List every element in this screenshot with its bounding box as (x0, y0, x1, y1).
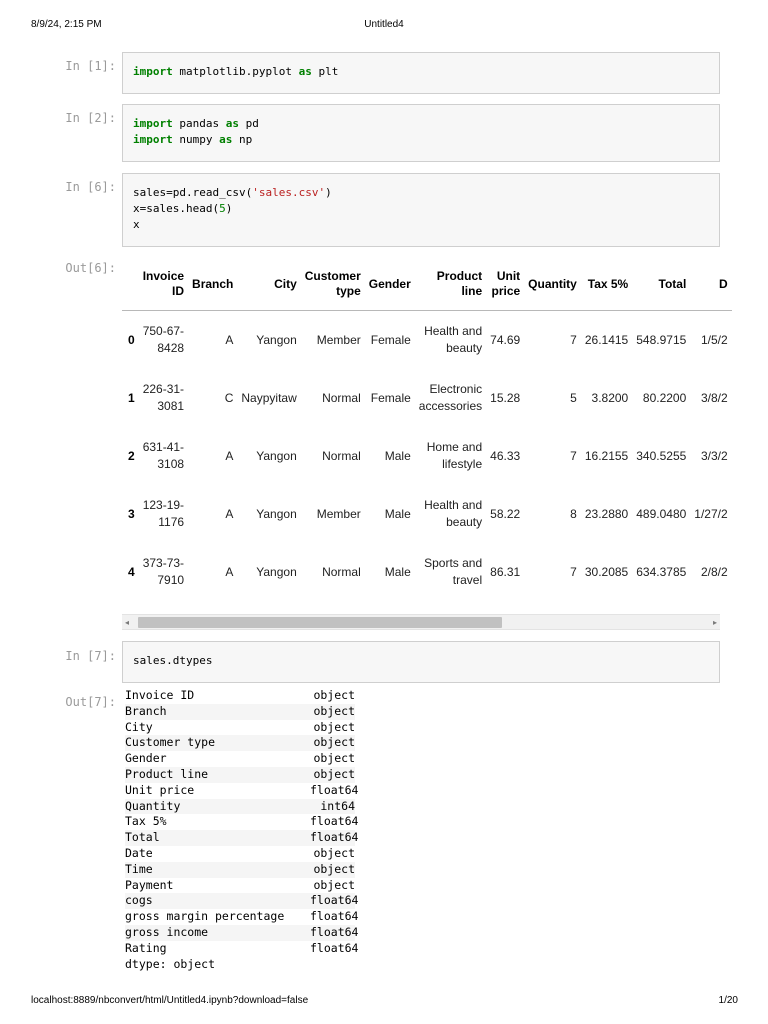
dtype-row (125, 751, 355, 767)
dtype-row (125, 799, 355, 815)
dtype-column-name: Customer type (125, 735, 216, 750)
input-prompt-1: In [1]: (65, 59, 116, 73)
table-cell: 7 (570, 564, 577, 579)
table-cell: Health and beauty (424, 498, 483, 529)
dtype-column-name: Tax 5% (125, 814, 167, 829)
table-cell: 26.1415 (584, 332, 629, 347)
table-row (122, 543, 732, 601)
column-header: Branch (188, 258, 237, 311)
dataframe-table (122, 258, 732, 601)
dtype-row (125, 909, 359, 925)
code-editor-2[interactable]: import pandas as pd import numpy as np (133, 117, 259, 146)
table-cell: 631-41-3108 (142, 440, 185, 471)
table-cell: Male (384, 564, 411, 579)
dtype-value: object (313, 735, 355, 750)
table-cell: A (225, 506, 234, 521)
output-prompt-7: Out[7]: (65, 695, 116, 709)
scroll-right-icon[interactable]: ▸ (712, 618, 717, 627)
dtype-row (125, 862, 355, 878)
column-header: Product line (415, 258, 486, 311)
column-header: Unit price (486, 258, 524, 311)
dtype-value: float64 (310, 924, 359, 939)
table-cell: Electronic accessories (418, 382, 483, 413)
input-prompt-2: In [2]: (65, 111, 116, 125)
table-cell: 373-73-7910 (142, 556, 185, 587)
code-cell-7[interactable] (122, 641, 720, 683)
table-cell: 1/27/2 (694, 506, 728, 521)
table-cell: Normal (322, 390, 361, 405)
column-header: Tax 5% (581, 258, 632, 311)
table-cell: 1/5/2 (700, 332, 728, 347)
table-cell: 3.8200 (591, 390, 629, 405)
code-editor-6[interactable]: sales=pd.read_csv('sales.csv') x=sales.head(5) x (133, 186, 332, 231)
table-cell: A (225, 332, 234, 347)
index-header (122, 258, 139, 311)
table-cell: 15.28 (490, 390, 521, 405)
column-header: Total (632, 258, 690, 311)
table-cell: 46.33 (490, 448, 521, 463)
table-cell: 226-31-3081 (142, 382, 185, 413)
dtype-value: object (313, 766, 355, 781)
dtype-row (125, 940, 359, 957)
dtype-column-name: cogs (125, 893, 153, 908)
row-index: 1 (128, 390, 135, 405)
scrollbar-thumb[interactable] (138, 617, 502, 628)
table-cell: 3/8/2 (700, 390, 728, 405)
table-cell: 30.2085 (584, 564, 629, 579)
dtype-column-name: gross margin percentage (125, 909, 285, 924)
dtype-row (125, 878, 355, 894)
table-cell: Yangon (256, 506, 297, 521)
dataframe-output (122, 258, 728, 598)
table-cell: 3/3/2 (700, 448, 728, 463)
dtype-value: object (313, 861, 355, 876)
dtype-column-name: Payment (125, 877, 174, 892)
column-header: Customer type (301, 258, 365, 311)
table-row (122, 311, 732, 370)
code-cell-1[interactable] (122, 52, 720, 94)
table-cell: Home and lifestyle (426, 440, 483, 471)
footer-url: localhost:8889/nbconvert/html/Untitled4.ipynb?download=false (31, 995, 309, 1006)
code-keyword: import (133, 65, 173, 78)
dtype-column-name: Quantity (125, 798, 181, 813)
row-index: 3 (128, 506, 135, 521)
output-prompt-6: Out[6]: (65, 261, 116, 275)
dtypes-output (125, 688, 359, 972)
code-keyword: as (298, 65, 312, 78)
dtype-value: float64 (310, 893, 359, 908)
dtype-column-name: Total (125, 830, 160, 845)
table-cell: 86.31 (490, 564, 521, 579)
table-cell: Male (384, 506, 411, 521)
table-cell: 340.5255 (636, 448, 687, 463)
dtype-row (125, 735, 355, 751)
table-cell: 80.2200 (642, 390, 687, 405)
code-keyword: import (133, 117, 173, 130)
row-index: 4 (128, 564, 135, 579)
table-cell: 123-19-1176 (142, 498, 185, 529)
column-header: Invoice ID (139, 258, 188, 311)
table-cell: Yangon (256, 564, 297, 579)
dtype-column-name: Time (125, 861, 153, 876)
table-cell: 634.3785 (636, 564, 687, 579)
dtype-value: float64 (310, 830, 359, 845)
table-row (122, 369, 732, 427)
dtype-value: float64 (310, 940, 359, 955)
dtype-column-name: Rating (125, 940, 167, 955)
table-cell: 5 (570, 390, 577, 405)
table-cell: A (225, 448, 234, 463)
table-cell: Normal (322, 448, 361, 463)
dtype-value: object (313, 719, 355, 734)
dtype-column-name: Product line (125, 766, 209, 781)
table-cell: Sports and travel (424, 556, 483, 587)
table-cell: Male (384, 448, 411, 463)
table-cell: Member (316, 506, 361, 521)
table-cell: Naypyitaw (241, 390, 297, 405)
table-cell: A (225, 564, 234, 579)
table-cell: 7 (570, 332, 577, 347)
dtype-value: object (313, 751, 355, 766)
table-cell: 16.2155 (584, 448, 629, 463)
code-cell-6[interactable] (122, 173, 720, 247)
dtype-value: object (313, 877, 355, 892)
dtype-value: float64 (310, 814, 359, 829)
dtype-row (125, 924, 359, 941)
scroll-left-icon[interactable]: ◂ (125, 618, 130, 627)
code-cell-2[interactable] (122, 104, 720, 162)
column-header: Gender (365, 258, 415, 311)
dtype-column-name: Unit price (125, 782, 195, 797)
code-keyword: as (219, 133, 233, 146)
dtype-value: int64 (320, 798, 355, 813)
code-editor-1[interactable]: import matplotlib.pyplot as plt (133, 65, 339, 78)
dtype-column-name: Date (125, 845, 153, 860)
dtype-value: object (313, 703, 355, 718)
print-timestamp: 8/9/24, 2:15 PM (31, 19, 102, 30)
table-cell: C (224, 390, 234, 405)
row-index: 0 (128, 332, 135, 347)
table-cell: 2/8/2 (700, 564, 728, 579)
dtype-row (125, 814, 359, 830)
table-cell: 8 (570, 506, 577, 521)
column-header: Quantity (524, 258, 581, 311)
horizontal-scrollbar[interactable] (122, 614, 720, 630)
table-cell: Normal (322, 564, 361, 579)
table-cell: 23.2880 (584, 506, 629, 521)
document-title: Untitled4 (364, 19, 404, 30)
code-string: 'sales.csv' (252, 186, 326, 199)
table-cell: 750-67-8428 (142, 324, 185, 355)
dtype-footer: dtype: object (125, 956, 216, 971)
table-cell: Yangon (256, 332, 297, 347)
dtype-row (125, 830, 359, 846)
dtype-column-name: Invoice ID (125, 688, 195, 702)
dtype-row (125, 720, 355, 736)
dtype-value: object (313, 845, 355, 860)
dtype-row (125, 782, 359, 799)
table-cell: Yangon (256, 448, 297, 463)
code-number: 5 (219, 202, 226, 215)
dtype-column-name: City (125, 719, 153, 734)
table-cell: 489.0480 (636, 506, 687, 521)
dtype-column-name: gross income (125, 924, 209, 939)
table-row (122, 427, 732, 485)
page-number: 1/20 (718, 995, 738, 1006)
table-row (122, 485, 732, 543)
dtype-row (125, 704, 355, 720)
table-cell: Health and beauty (424, 324, 483, 355)
code-keyword: as (225, 117, 239, 130)
column-header: City (237, 258, 300, 311)
dtype-row (125, 688, 355, 704)
input-prompt-6: In [6]: (65, 180, 116, 194)
table-cell: Member (316, 332, 361, 347)
code-keyword: import (133, 133, 173, 146)
table-cell: Female (370, 332, 411, 347)
input-prompt-7: In [7]: (65, 649, 116, 663)
dtype-value: float64 (310, 782, 359, 797)
table-cell: 7 (570, 448, 577, 463)
table-cell: 58.22 (490, 506, 521, 521)
dtype-row (125, 893, 359, 909)
dtype-row (125, 767, 355, 783)
dtype-value: float64 (310, 909, 359, 924)
table-cell: 548.9715 (636, 332, 687, 347)
table-cell: Female (370, 390, 411, 405)
dataframe-header (122, 258, 732, 311)
code-editor-7[interactable]: sales.dtypes (133, 654, 213, 667)
dtype-column-name: Gender (125, 751, 167, 766)
row-index: 2 (128, 448, 135, 463)
dataframe-body (122, 311, 732, 602)
column-header: D (690, 258, 731, 311)
dtype-value: object (313, 688, 355, 702)
table-cell: 74.69 (490, 332, 521, 347)
dtype-row (125, 846, 355, 862)
dtype-column-name: Branch (125, 703, 167, 718)
